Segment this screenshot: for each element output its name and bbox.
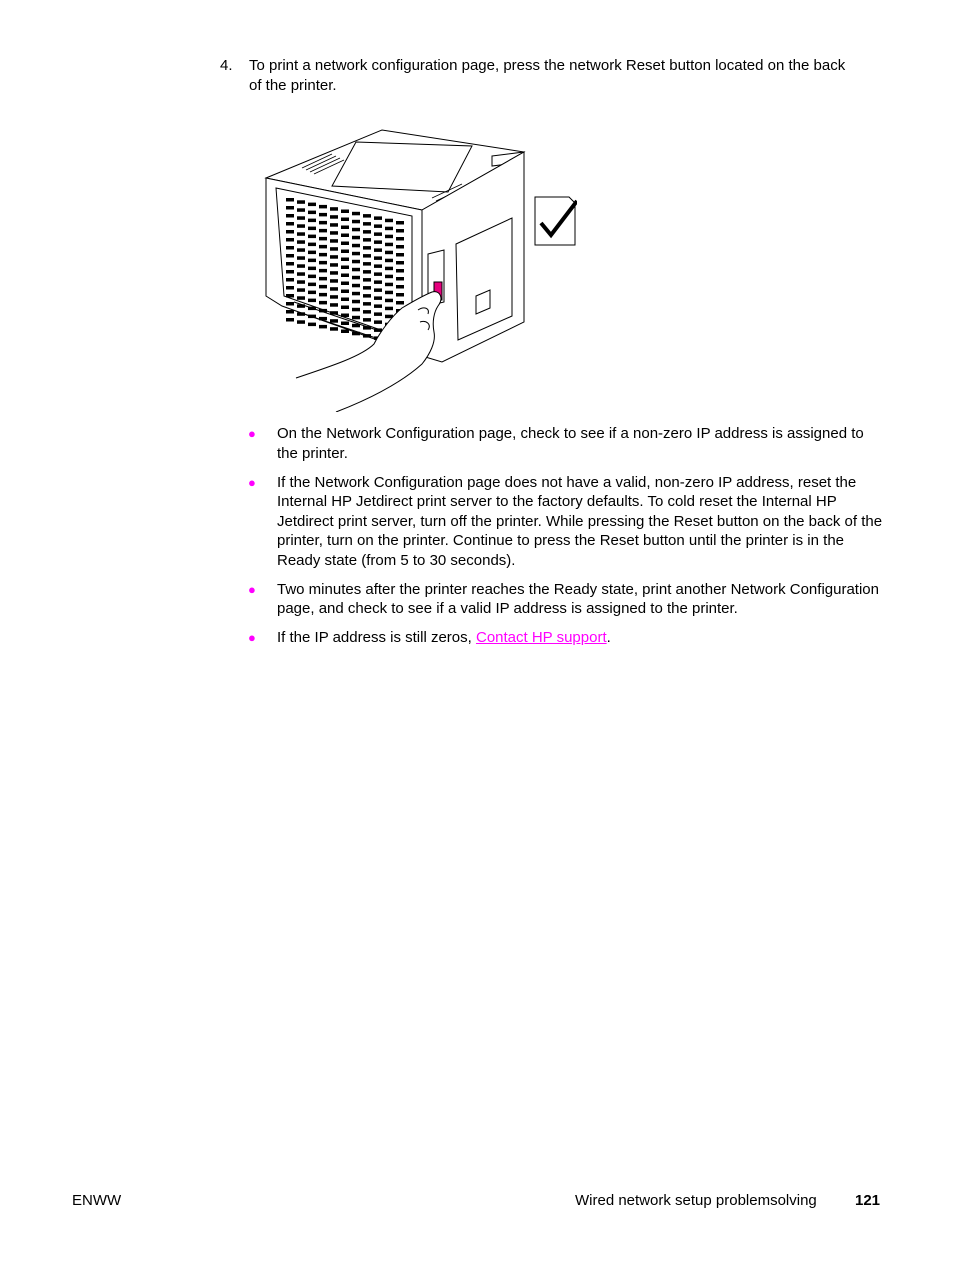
vent-slot	[363, 318, 371, 322]
vent-slot	[341, 306, 349, 310]
vent-slot	[352, 276, 360, 280]
vent-slot	[396, 285, 404, 289]
vent-slot	[385, 283, 393, 287]
page-number: 121	[855, 1192, 881, 1209]
vent-slot	[363, 262, 371, 266]
vent-slot	[396, 229, 404, 233]
vent-slot	[286, 294, 294, 298]
vent-slot	[374, 256, 382, 260]
vent-slot	[352, 324, 360, 328]
vent-slot	[363, 326, 371, 330]
vent-slot	[363, 270, 371, 274]
vent-slot	[385, 275, 393, 279]
list-item	[248, 580, 888, 619]
vent-slot	[330, 287, 338, 291]
vent-slot	[352, 228, 360, 232]
vent-slot	[330, 239, 338, 243]
vent-slot	[286, 278, 294, 282]
vent-slot	[352, 292, 360, 296]
footer-doc-id: ENWW	[72, 1192, 122, 1209]
vent-slot	[341, 266, 349, 270]
vent-slot	[341, 234, 349, 238]
vent-slot	[363, 246, 371, 250]
vent-slot	[396, 269, 404, 273]
vent-slot	[396, 261, 404, 265]
vent-slot	[286, 254, 294, 258]
vent-slot	[297, 216, 305, 220]
vent-slot	[374, 320, 382, 324]
vent-slot	[341, 322, 349, 326]
vent-slot	[352, 268, 360, 272]
vent-slot	[297, 208, 305, 212]
vent-slot	[308, 267, 316, 271]
vent-slot	[319, 253, 327, 257]
vent-slot	[297, 304, 305, 308]
vent-slot	[286, 198, 294, 202]
vent-slot	[297, 288, 305, 292]
vent-slot	[297, 296, 305, 300]
vent-slot	[352, 300, 360, 304]
bullet-text: Two minutes after the printer reaches the Ready state, print another Network Configuration page, and check to see if a valid IP address is assigned to the printer.	[277, 580, 879, 617]
vent-slot	[319, 229, 327, 233]
vent-slot	[297, 272, 305, 276]
vent-slot	[330, 231, 338, 235]
vent-slot	[374, 216, 382, 220]
vent-slot	[352, 212, 360, 216]
vent-slot	[374, 280, 382, 284]
vent-slot	[319, 269, 327, 273]
list-item	[248, 628, 888, 648]
vent-slot	[363, 222, 371, 226]
vent-slot	[319, 213, 327, 217]
vent-slot	[319, 293, 327, 297]
printer-rear-drawing	[262, 126, 582, 412]
vent-slot	[363, 334, 371, 338]
vent-slot	[286, 262, 294, 266]
vent-slot	[396, 293, 404, 297]
vent-slot	[319, 277, 327, 281]
footer-section-title: Wired network setup problemsolving	[575, 1192, 817, 1209]
vent-slot	[319, 205, 327, 209]
vent-slot	[374, 312, 382, 316]
vent-slot	[341, 210, 349, 214]
vent-slot	[352, 244, 360, 248]
bullet-icon: ●	[248, 630, 256, 645]
vent-slot	[330, 319, 338, 323]
vent-slot	[330, 263, 338, 267]
vent-slot	[374, 272, 382, 276]
vent-slot	[286, 230, 294, 234]
vent-slot	[385, 243, 393, 247]
vent-slot	[341, 258, 349, 262]
vent-slot	[308, 275, 316, 279]
vent-slot	[286, 310, 294, 314]
vent-slot	[319, 245, 327, 249]
vent-slot	[308, 227, 316, 231]
vent-slot	[341, 298, 349, 302]
contact-hp-support-link[interactable]: Contact HP support	[475, 629, 607, 646]
step-number: 4.	[220, 57, 233, 74]
vent-slot	[286, 246, 294, 250]
vent-slot	[330, 255, 338, 259]
vent-slot	[352, 260, 360, 264]
vent-slot	[286, 238, 294, 242]
vent-slot	[297, 320, 305, 324]
vent-slot	[297, 224, 305, 228]
vent-slot	[297, 280, 305, 284]
vent-slot	[374, 232, 382, 236]
vent-slot	[385, 219, 393, 223]
vent-slot	[341, 242, 349, 246]
vent-slot	[363, 238, 371, 242]
vent-slot	[297, 200, 305, 204]
vent-slot	[352, 316, 360, 320]
vent-slot	[286, 214, 294, 218]
vent-slot	[330, 215, 338, 219]
vent-slot	[308, 219, 316, 223]
vent-slot	[396, 253, 404, 257]
vent-slot	[374, 240, 382, 244]
bullet-icon: ●	[248, 426, 256, 441]
vent-slot	[297, 312, 305, 316]
vent-slot	[396, 277, 404, 281]
vent-slot	[330, 303, 338, 307]
vent-slot	[396, 301, 404, 305]
vent-slot	[308, 235, 316, 239]
vent-slot	[286, 302, 294, 306]
vent-slot	[319, 261, 327, 265]
vent-slot	[341, 314, 349, 318]
list-item	[248, 473, 888, 571]
vent-slot	[286, 206, 294, 210]
vent-slot	[385, 291, 393, 295]
vent-slot	[363, 302, 371, 306]
vent-slot	[308, 323, 316, 327]
vent-slot	[352, 236, 360, 240]
vent-slot	[297, 232, 305, 236]
vent-slot	[385, 307, 393, 311]
vent-slot	[363, 230, 371, 234]
vent-slot	[396, 245, 404, 249]
vent-slot	[319, 237, 327, 241]
vent-slot	[374, 328, 382, 332]
vent-slot	[308, 299, 316, 303]
bullet-text: If the Network Configuration page does not have a valid, non-zero IP address, reset the Internal HP Jetdirect print server to the factory defaults. To cold reset the Internal HP Jetdirect print server, turn off the printer. While pressing the Reset button on the back of the printer, turn on the printer. Continue to press the Reset button until the printer is in the Ready state (from 5 to 30 seconds).	[277, 473, 883, 569]
vent-slot	[319, 285, 327, 289]
bullet-prefix: If the IP address is still zeros,	[277, 629, 476, 646]
vent-slot	[330, 271, 338, 275]
vent-slot	[297, 248, 305, 252]
vent-slot	[396, 237, 404, 241]
vent-slot	[308, 307, 316, 311]
vent-slot	[319, 301, 327, 305]
vent-slot	[352, 220, 360, 224]
vent-slot	[374, 264, 382, 268]
step-text: To print a network configuration page, press the network Reset button located on the back of the printer.	[249, 57, 846, 94]
vent-slot	[286, 270, 294, 274]
vent-slot	[363, 294, 371, 298]
vent-slot	[330, 295, 338, 299]
vent-slot	[363, 310, 371, 314]
vent-slot	[385, 227, 393, 231]
vent-slot	[330, 247, 338, 251]
vent-slot	[341, 250, 349, 254]
vent-slot	[352, 252, 360, 256]
vent-slot	[352, 308, 360, 312]
vent-slot	[385, 267, 393, 271]
vent-slot	[341, 290, 349, 294]
vent-slot	[341, 282, 349, 286]
checkmark-note-icon	[533, 195, 577, 247]
vent-slot	[352, 284, 360, 288]
vent-slot	[286, 286, 294, 290]
vent-slot	[308, 315, 316, 319]
vent-slot	[319, 309, 327, 313]
vent-slot	[308, 243, 316, 247]
vent-slot	[330, 279, 338, 283]
vent-slot	[363, 278, 371, 282]
vent-slot	[308, 251, 316, 255]
vent-slot	[308, 259, 316, 263]
vent-slot	[396, 221, 404, 225]
vent-slot	[297, 264, 305, 268]
vent-slot	[341, 330, 349, 334]
vent-slot	[297, 256, 305, 260]
vent-slot	[385, 251, 393, 255]
vent-slot	[385, 259, 393, 263]
vent-slot	[363, 214, 371, 218]
vent-slot	[319, 221, 327, 225]
vent-slot	[286, 222, 294, 226]
vent-slot	[308, 211, 316, 215]
vent-slot	[341, 274, 349, 278]
vent-slot	[330, 223, 338, 227]
vent-slot	[308, 283, 316, 287]
vent-slot	[308, 203, 316, 207]
vent-slot	[385, 235, 393, 239]
vent-slot	[308, 291, 316, 295]
vent-slot	[374, 288, 382, 292]
vent-slot	[330, 327, 338, 331]
vent-slot	[319, 317, 327, 321]
vent-slot	[352, 332, 360, 336]
list-item	[248, 424, 888, 463]
vent-slot	[319, 325, 327, 329]
bullet-text: On the Network Configuration page, check to see if a non-zero IP address is assigned to the printer.	[277, 425, 864, 462]
bullet-list	[248, 424, 888, 657]
bullet-icon: ●	[248, 474, 256, 490]
vent-slot	[297, 240, 305, 244]
vent-slot	[374, 296, 382, 300]
vent-slot	[341, 218, 349, 222]
vent-slot	[363, 286, 371, 290]
vent-slot	[286, 318, 294, 322]
vent-slot	[330, 311, 338, 315]
vent-slot	[363, 254, 371, 258]
vent-slot	[374, 224, 382, 228]
vent-slot	[330, 207, 338, 211]
printer-illustration	[262, 126, 582, 412]
vent-slot	[341, 226, 349, 230]
bullet-icon: ●	[248, 581, 256, 597]
vent-slot	[374, 304, 382, 308]
bullet-suffix: .	[606, 629, 611, 646]
vent-slot	[385, 299, 393, 303]
vent-slot	[374, 248, 382, 252]
